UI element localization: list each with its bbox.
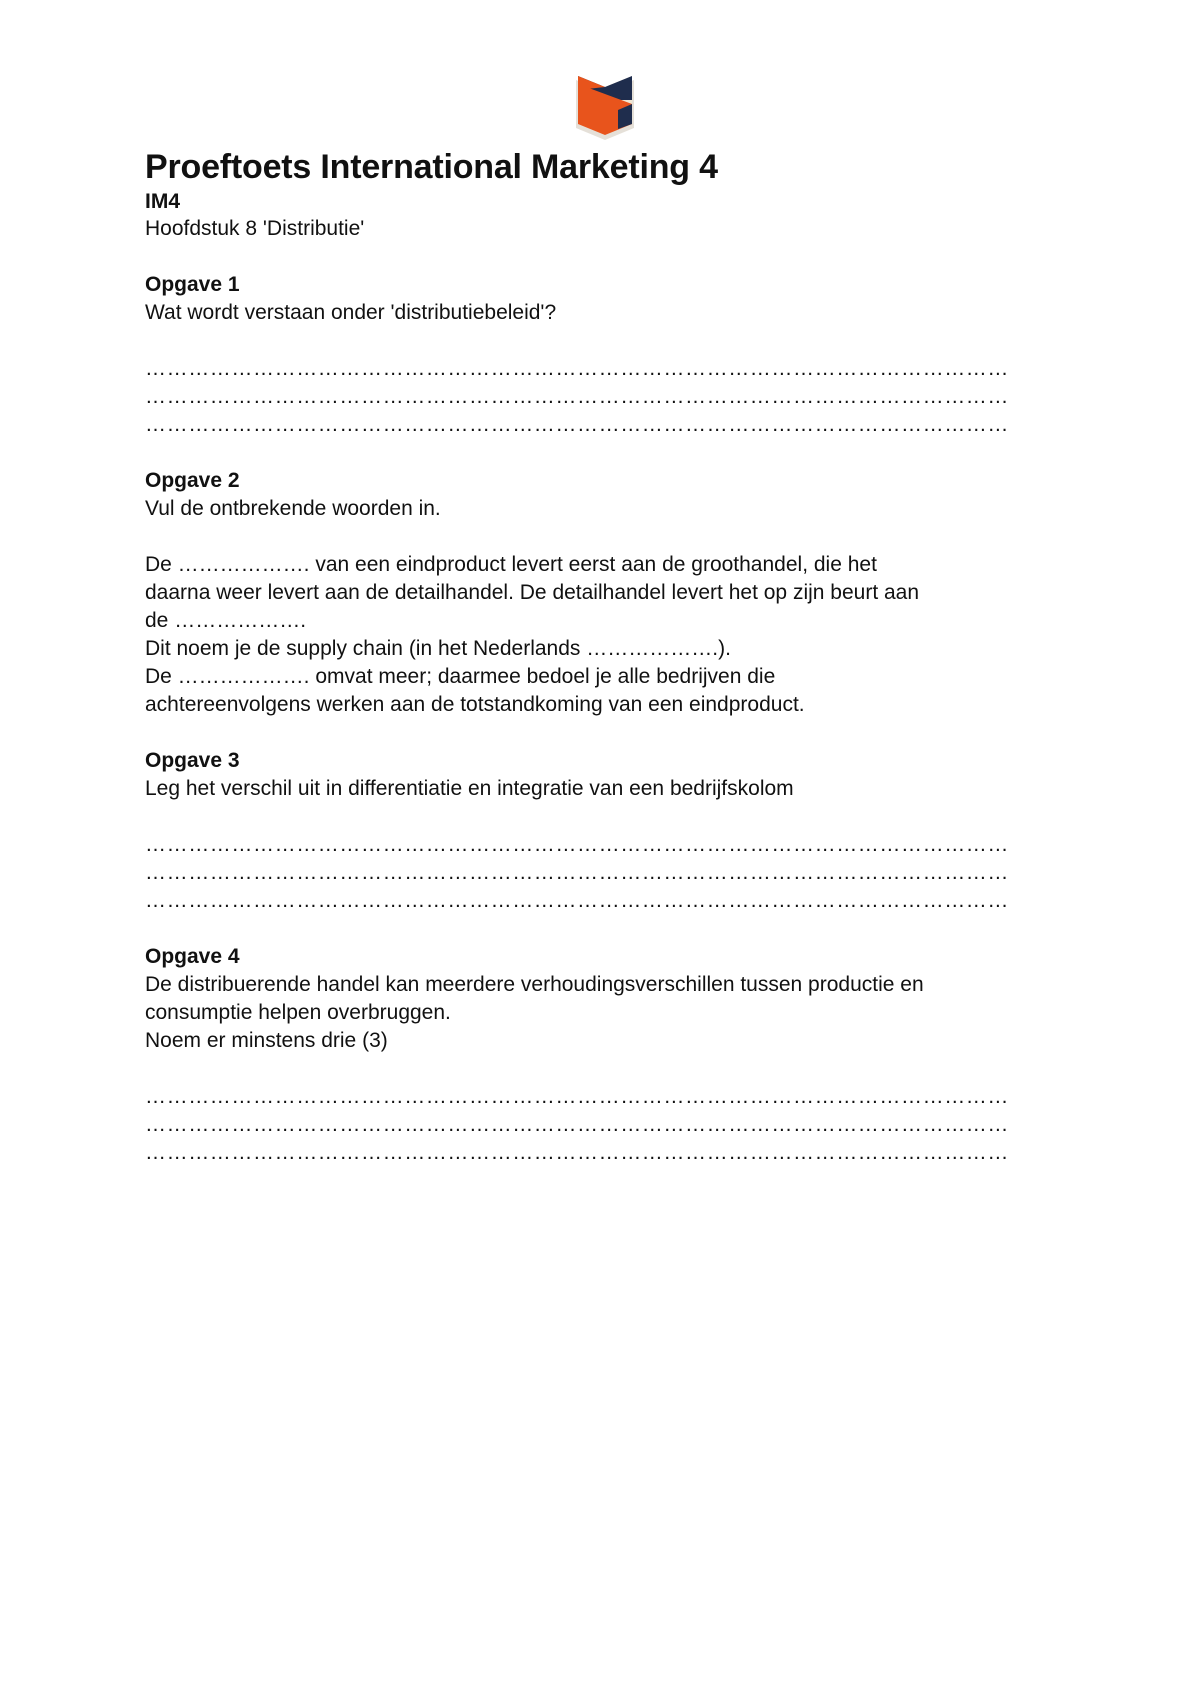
answer-line: ………………………………………………………………………………………………………… xyxy=(145,833,1009,856)
exercise-2-text-line: De ………………. van een eindproduct levert eerst aan de groothandel, die het xyxy=(145,553,877,576)
document-body xyxy=(145,145,1060,1167)
answer-line: ………………………………………………………………………………………………………… xyxy=(145,861,1009,884)
exercise-3 xyxy=(145,747,1060,915)
exercise-4-text-line: Noem er minstens drie (3) xyxy=(145,1029,388,1052)
exercise-2-heading: Opgave 2 xyxy=(145,469,240,492)
exercise-4-answer-area xyxy=(145,1083,1060,1167)
answer-line: ………………………………………………………………………………………………………… xyxy=(145,889,1009,912)
exercise-3-heading: Opgave 3 xyxy=(145,749,240,772)
exercise-2-text-line: De ………………. omvat meer; daarmee bedoel je alle bedrijven die xyxy=(145,665,776,688)
exercise-2-instruction: Vul de ontbrekende woorden in. xyxy=(145,497,441,520)
exercise-4 xyxy=(145,943,1060,1167)
answer-line: ………………………………………………………………………………………………………… xyxy=(145,385,1009,408)
answer-line: ………………………………………………………………………………………………………… xyxy=(145,1113,1009,1136)
exercise-3-answer-area xyxy=(145,831,1060,915)
exercise-1-heading: Opgave 1 xyxy=(145,273,240,296)
page-title: Proeftoets International Marketing 4 xyxy=(145,148,718,186)
answer-line: ………………………………………………………………………………………………………… xyxy=(145,1141,1009,1164)
answer-line: ………………………………………………………………………………………………………… xyxy=(145,357,1009,380)
exercise-3-question: Leg het verschil uit in differentiatie en integratie van een bedrijfskolom xyxy=(145,777,794,800)
chapter-title: Hoofdstuk 8 'Distributie' xyxy=(145,217,365,240)
shield-logo-icon xyxy=(574,70,636,142)
exercise-2-text-line: daarna weer levert aan de detailhandel. De detailhandel levert het op zijn beurt aan xyxy=(145,581,920,604)
exercise-4-text-line: De distribuerende handel kan meerdere verhoudingsverschillen tussen productie en xyxy=(145,973,924,996)
course-code: IM4 xyxy=(145,190,181,213)
exercise-2 xyxy=(145,467,1060,719)
answer-line: ………………………………………………………………………………………………………… xyxy=(145,1085,1009,1108)
exercise-4-text-line: consumptie helpen overbruggen. xyxy=(145,1001,451,1024)
answer-line: ………………………………………………………………………………………………………… xyxy=(145,413,1009,436)
exercise-1-answer-area xyxy=(145,355,1060,439)
exercise-2-text-line: de ………………. xyxy=(145,609,307,632)
exercise-2-text-line: Dit noem je de supply chain (in het Nederlands ……………….). xyxy=(145,637,731,660)
exercise-2-text-line: achtereenvolgens werken aan de totstandkoming van een eindproduct. xyxy=(145,693,805,716)
exercise-4-heading: Opgave 4 xyxy=(145,945,240,968)
shield-logo xyxy=(574,70,636,142)
exercise-1 xyxy=(145,271,1060,439)
exercise-1-question: Wat wordt verstaan onder 'distributiebeleid'? xyxy=(145,301,557,324)
